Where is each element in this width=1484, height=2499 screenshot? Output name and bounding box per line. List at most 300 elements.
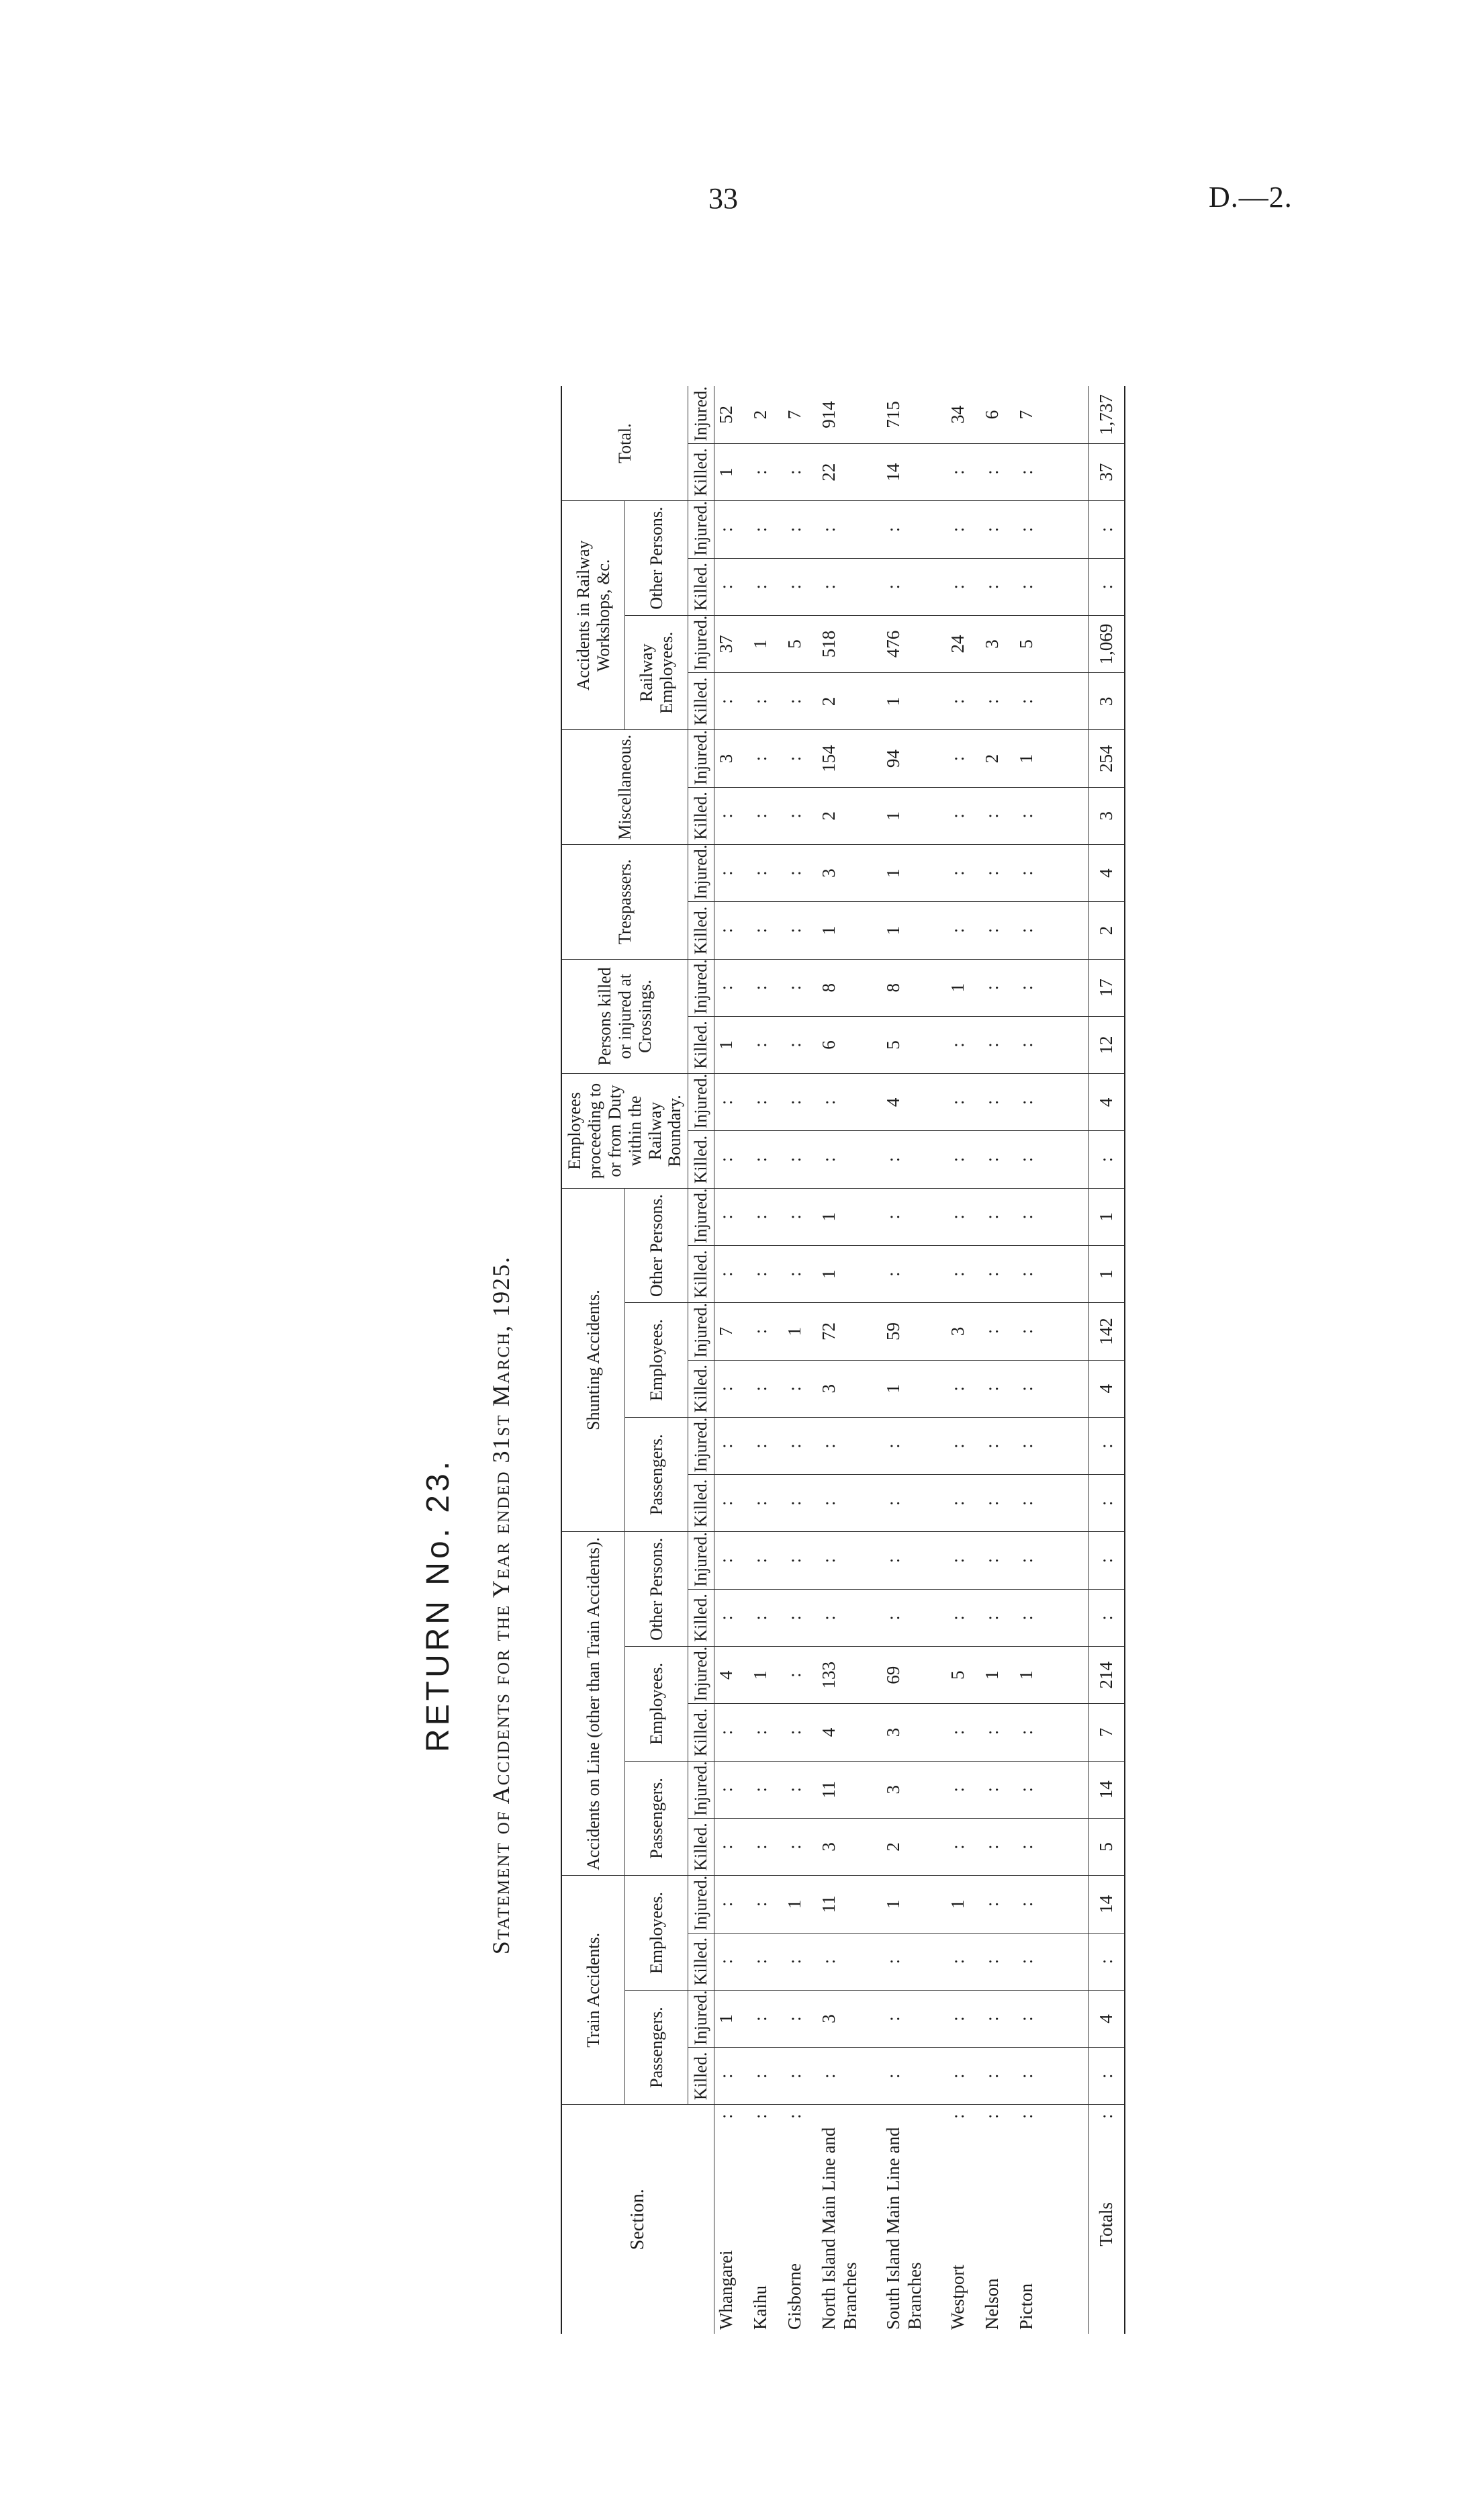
leader-dots: : <box>1015 2114 1036 2119</box>
injured-cell: 3 <box>980 615 1015 672</box>
killed-cell: : <box>980 558 1015 615</box>
injured-cell: : <box>749 1303 783 1360</box>
injured-cell: 1 <box>783 1303 817 1360</box>
injured-cell: 8 <box>882 959 946 1016</box>
killed-cell: : <box>980 1475 1015 1532</box>
spacer-cell <box>1049 1876 1089 1933</box>
killed-cell: 2 <box>1089 902 1125 959</box>
subgroup-header: Other Persons. <box>625 1532 688 1647</box>
subgroup-header: Other Persons. <box>625 1188 688 1303</box>
subgroup-header: Railway Employees. <box>625 615 688 730</box>
killed-cell: 3 <box>1089 787 1125 844</box>
leader-dots: : <box>982 2114 1003 2119</box>
injured-cell: : <box>980 1876 1015 1933</box>
injured-cell: 3 <box>817 1990 882 2047</box>
killed-cell: : <box>946 1589 980 1646</box>
spacer-cell <box>1049 1303 1089 1360</box>
table-row <box>882 386 946 2334</box>
killed-cell: : <box>1015 1933 1049 1990</box>
injured-cell: : <box>1015 1532 1049 1589</box>
spacer-cell <box>1049 1131 1089 1188</box>
killed-cell: : <box>817 2048 882 2105</box>
injured-cell: : <box>749 1188 783 1245</box>
killed-header: Killed. <box>688 1360 714 1417</box>
subgroup-header: Employees. <box>625 1303 688 1418</box>
spacer-cell <box>1049 1761 1089 1818</box>
killed-cell: : <box>1015 1016 1049 1073</box>
killed-cell: 1 <box>817 902 882 959</box>
injured-cell: : <box>783 1417 817 1474</box>
killed-cell: : <box>749 1818 783 1875</box>
table-row <box>946 386 980 2334</box>
injured-cell: : <box>783 1532 817 1589</box>
injured-cell: 72 <box>817 1303 882 1360</box>
group-header: Train Accidents. <box>561 1876 625 2105</box>
injured-cell: 4 <box>882 1074 946 1131</box>
injured-cell: 154 <box>817 730 882 787</box>
killed-cell: : <box>946 673 980 730</box>
injured-cell: : <box>882 501 946 558</box>
killed-cell: 3 <box>882 1704 946 1761</box>
killed-cell: : <box>783 1475 817 1532</box>
spacer-cell <box>1049 444 1089 501</box>
killed-cell: : <box>946 1131 980 1188</box>
injured-cell: 7 <box>783 386 817 444</box>
killed-cell: : <box>817 558 882 615</box>
spacer-cell <box>1049 1417 1089 1474</box>
header-row-subgroups <box>625 386 688 2334</box>
injured-cell: 4 <box>1089 1074 1125 1131</box>
injured-cell: : <box>946 1990 980 2047</box>
killed-cell: : <box>749 1704 783 1761</box>
killed-cell: 1 <box>882 902 946 959</box>
killed-cell: : <box>882 558 946 615</box>
killed-cell: : <box>749 902 783 959</box>
injured-cell: : <box>749 730 783 787</box>
injured-cell: : <box>1015 959 1049 1016</box>
killed-cell: : <box>980 902 1015 959</box>
injured-cell: 1 <box>980 1647 1015 1704</box>
section-name-cell <box>980 2105 1015 2334</box>
killed-cell: : <box>882 1475 946 1532</box>
injured-cell: : <box>714 1761 749 1818</box>
spacer-cell <box>1049 1074 1089 1131</box>
killed-cell: : <box>946 787 980 844</box>
injured-cell: : <box>980 845 1015 902</box>
killed-cell: : <box>749 558 783 615</box>
killed-cell: : <box>946 558 980 615</box>
killed-cell: 5 <box>882 1016 946 1073</box>
injured-cell: 5 <box>783 615 817 672</box>
spacer-cell <box>1049 1933 1089 1990</box>
injured-cell: : <box>817 501 882 558</box>
injured-cell: : <box>783 1188 817 1245</box>
killed-cell: : <box>1015 1589 1049 1646</box>
injured-cell: : <box>980 1990 1015 2047</box>
injured-cell: 37 <box>714 615 749 672</box>
section-name: Whangarei <box>716 2250 737 2330</box>
killed-cell: : <box>783 1589 817 1646</box>
injured-cell: : <box>980 1074 1015 1131</box>
section-name: Westport <box>947 2265 968 2330</box>
killed-cell: : <box>980 444 1015 501</box>
group-header: Employees proceeding to or from Duty within the Railway Boundary. <box>561 1074 688 1189</box>
killed-cell: : <box>980 1933 1015 1990</box>
accidents-table <box>561 386 1125 2334</box>
killed-header: Killed. <box>688 1704 714 1761</box>
leader-dots: : <box>1096 2114 1117 2119</box>
killed-cell: 37 <box>1089 444 1125 501</box>
section-header: Section. <box>561 2105 714 2334</box>
injured-cell: : <box>749 1990 783 2047</box>
injured-cell: 34 <box>946 386 980 444</box>
injured-header: Injured. <box>688 1074 714 1131</box>
injured-cell: : <box>946 1074 980 1131</box>
injured-cell: 1 <box>882 1876 946 1933</box>
injured-cell: 7 <box>1015 386 1049 444</box>
killed-cell: 1 <box>714 444 749 501</box>
killed-cell: : <box>714 1131 749 1188</box>
killed-cell: 3 <box>1089 673 1125 730</box>
spacer-cell <box>1049 787 1089 844</box>
injured-cell: : <box>749 501 783 558</box>
killed-cell: : <box>1015 787 1049 844</box>
spacer-cell <box>1049 1360 1089 1417</box>
killed-cell: 4 <box>1089 1360 1125 1417</box>
killed-cell: : <box>783 1360 817 1417</box>
spacer-cell <box>1049 501 1089 558</box>
killed-cell: : <box>714 2048 749 2105</box>
injured-cell: 59 <box>882 1303 946 1360</box>
table-body <box>714 386 1125 2334</box>
killed-cell: : <box>1015 1360 1049 1417</box>
killed-header: Killed. <box>688 1016 714 1073</box>
injured-cell: 1 <box>783 1876 817 1933</box>
killed-header: Killed. <box>688 2048 714 2105</box>
killed-cell: : <box>946 902 980 959</box>
leader-dots: : <box>750 2114 771 2119</box>
killed-cell: : <box>714 902 749 959</box>
killed-cell: 14 <box>882 444 946 501</box>
injured-cell: : <box>980 1188 1015 1245</box>
killed-cell: : <box>749 1131 783 1188</box>
killed-cell: : <box>783 673 817 730</box>
killed-cell: : <box>980 1131 1015 1188</box>
killed-cell: : <box>946 1704 980 1761</box>
injured-cell: : <box>882 1417 946 1474</box>
injured-cell: : <box>783 1074 817 1131</box>
section-name: Totals <box>1096 2202 1117 2246</box>
injured-cell: 11 <box>817 1876 882 1933</box>
killed-cell: 6 <box>817 1016 882 1073</box>
injured-header: Injured. <box>688 1761 714 1818</box>
injured-cell: 11 <box>817 1761 882 1818</box>
injured-cell: 4 <box>1089 1990 1125 2047</box>
killed-cell: : <box>980 787 1015 844</box>
injured-cell: : <box>1015 501 1049 558</box>
killed-cell: : <box>714 1246 749 1303</box>
section-name: Gisborne <box>784 2263 805 2330</box>
injured-header: Injured. <box>688 1990 714 2047</box>
spacer-cell <box>1049 615 1089 672</box>
table-row <box>817 386 882 2334</box>
killed-cell: : <box>714 1704 749 1761</box>
rotated-statement <box>420 306 1117 2334</box>
killed-cell: : <box>946 1933 980 1990</box>
injured-cell: : <box>714 1417 749 1474</box>
killed-cell: : <box>946 444 980 501</box>
spacer-cell <box>1049 1246 1089 1303</box>
killed-cell: : <box>714 558 749 615</box>
injured-cell: 17 <box>1089 959 1125 1016</box>
killed-cell: : <box>946 1246 980 1303</box>
injured-cell: 8 <box>817 959 882 1016</box>
killed-cell: : <box>749 1475 783 1532</box>
killed-cell: : <box>980 1704 1015 1761</box>
injured-cell: 4 <box>1089 845 1125 902</box>
killed-cell: : <box>946 1475 980 1532</box>
injured-cell: : <box>817 1417 882 1474</box>
killed-cell: : <box>714 1818 749 1875</box>
killed-cell: : <box>783 1704 817 1761</box>
injured-cell: 7 <box>714 1303 749 1360</box>
killed-cell: : <box>1015 444 1049 501</box>
killed-cell: : <box>714 787 749 844</box>
group-header: Accidents in Railway Workshops, &c. <box>561 501 625 730</box>
injured-cell: 715 <box>882 386 946 444</box>
injured-cell: : <box>946 501 980 558</box>
injured-header: Injured. <box>688 386 714 444</box>
killed-header: Killed. <box>688 558 714 615</box>
injured-cell: 3 <box>882 1761 946 1818</box>
injured-cell: 5 <box>946 1647 980 1704</box>
injured-cell: : <box>1015 845 1049 902</box>
killed-cell: : <box>817 1475 882 1532</box>
subgroup-header: Passengers. <box>625 1990 688 2105</box>
killed-cell: : <box>1089 1131 1125 1188</box>
killed-cell: 12 <box>1089 1016 1125 1073</box>
injured-cell: : <box>946 1761 980 1818</box>
injured-cell: : <box>946 845 980 902</box>
killed-cell: : <box>980 1246 1015 1303</box>
subgroup-header: Other Persons. <box>625 501 688 616</box>
section-name: South Island Main Line and Branches <box>883 2127 925 2330</box>
killed-cell: : <box>1015 1818 1049 1875</box>
injured-cell: 14 <box>1089 1876 1125 1933</box>
section-name: Kaihu <box>750 2285 771 2330</box>
spacer-row <box>1049 386 1089 2334</box>
killed-cell: : <box>783 1933 817 1990</box>
injured-cell: 1 <box>749 1647 783 1704</box>
injured-cell: 214 <box>1089 1647 1125 1704</box>
killed-cell: : <box>1015 2048 1049 2105</box>
injured-cell: 142 <box>1089 1303 1125 1360</box>
killed-cell: 7 <box>1089 1704 1125 1761</box>
table-row <box>980 386 1015 2334</box>
killed-cell: : <box>714 1933 749 1990</box>
injured-cell: 52 <box>714 386 749 444</box>
killed-cell: : <box>783 902 817 959</box>
killed-cell: : <box>1089 2048 1125 2105</box>
spacer-cell <box>1049 959 1089 1016</box>
injured-cell: 1 <box>817 1188 882 1245</box>
injured-cell: 518 <box>817 615 882 672</box>
injured-cell: : <box>1089 1417 1125 1474</box>
spacer-cell <box>1049 1589 1089 1646</box>
killed-cell: : <box>1015 558 1049 615</box>
injured-cell: : <box>783 1647 817 1704</box>
injured-cell: : <box>980 1761 1015 1818</box>
killed-cell: 2 <box>817 787 882 844</box>
subgroup-header: Passengers. <box>625 1417 688 1532</box>
injured-cell: 1,737 <box>1089 386 1125 444</box>
injured-cell: : <box>749 845 783 902</box>
injured-cell: 2 <box>980 730 1015 787</box>
injured-header: Injured. <box>688 1532 714 1589</box>
killed-cell: : <box>783 444 817 501</box>
killed-cell: : <box>749 673 783 730</box>
killed-cell: 1 <box>1089 1246 1125 1303</box>
killed-cell: : <box>714 673 749 730</box>
killed-cell: 3 <box>817 1818 882 1875</box>
subgroup-header: Employees. <box>625 1876 688 1991</box>
section-name-cell <box>817 2105 882 2334</box>
injured-cell: : <box>783 1990 817 2047</box>
injured-header: Injured. <box>688 845 714 902</box>
killed-cell: : <box>946 1818 980 1875</box>
injured-header: Injured. <box>688 615 714 672</box>
injured-cell: : <box>783 845 817 902</box>
injured-cell: : <box>946 1417 980 1474</box>
spacer-cell <box>1049 1532 1089 1589</box>
killed-header: Killed. <box>688 1246 714 1303</box>
injured-cell: 2 <box>749 386 783 444</box>
killed-cell: : <box>1015 1246 1049 1303</box>
spacer-cell <box>1049 845 1089 902</box>
injured-cell: : <box>1015 1074 1049 1131</box>
killed-cell: : <box>882 1246 946 1303</box>
injured-cell: : <box>882 1188 946 1245</box>
killed-header: Killed. <box>688 902 714 959</box>
killed-cell: : <box>980 1360 1015 1417</box>
injured-cell: 1 <box>1015 730 1049 787</box>
section-name-cell <box>783 2105 817 2334</box>
injured-cell: : <box>714 1074 749 1131</box>
injured-cell: : <box>1015 1303 1049 1360</box>
killed-cell: : <box>882 2048 946 2105</box>
killed-cell: 2 <box>817 673 882 730</box>
spacer-cell <box>1049 902 1089 959</box>
killed-cell: : <box>749 787 783 844</box>
killed-cell: 22 <box>817 444 882 501</box>
table-row <box>783 386 817 2334</box>
section-name-cell <box>882 2105 946 2334</box>
killed-cell: : <box>1089 1589 1125 1646</box>
injured-cell: 5 <box>1015 615 1049 672</box>
injured-cell: : <box>817 1532 882 1589</box>
injured-cell: : <box>817 1074 882 1131</box>
killed-cell: 1 <box>817 1246 882 1303</box>
injured-cell: : <box>980 501 1015 558</box>
killed-cell: : <box>1015 1131 1049 1188</box>
killed-cell: : <box>980 1589 1015 1646</box>
subgroup-header: Passengers. <box>625 1761 688 1876</box>
injured-cell: : <box>714 1532 749 1589</box>
injured-cell: 14 <box>1089 1761 1125 1818</box>
statement-subtitle: Statement of Accidents for the Year ended 31st March, 1925. <box>488 1255 514 1955</box>
killed-cell: : <box>1015 1704 1049 1761</box>
injured-cell: : <box>980 959 1015 1016</box>
killed-cell: : <box>749 1016 783 1073</box>
spacer-cell <box>1049 1475 1089 1532</box>
injured-cell: : <box>1015 1417 1049 1474</box>
section-name-cell <box>1015 2105 1049 2334</box>
killed-header: Killed. <box>688 444 714 501</box>
killed-header: Killed. <box>688 787 714 844</box>
header-row-groups <box>561 386 625 2334</box>
killed-cell: 1 <box>714 1016 749 1073</box>
killed-cell: : <box>783 2048 817 2105</box>
injured-cell: : <box>1089 501 1125 558</box>
killed-cell: : <box>980 2048 1015 2105</box>
leader-dots: : <box>716 2114 737 2119</box>
header-row-killed-injured <box>688 386 714 2334</box>
killed-cell: : <box>980 1818 1015 1875</box>
section-name-cell <box>1089 2105 1125 2334</box>
killed-cell: : <box>1089 558 1125 615</box>
spacer-cell <box>1049 1188 1089 1245</box>
killed-cell: 5 <box>1089 1818 1125 1875</box>
injured-cell: 1 <box>946 1876 980 1933</box>
group-header: Trespassers. <box>561 845 688 960</box>
killed-cell: : <box>1015 673 1049 730</box>
injured-header: Injured. <box>688 959 714 1016</box>
injured-cell: : <box>749 1532 783 1589</box>
document-reference: D.—2. <box>1209 181 1293 214</box>
spacer-cell <box>1049 2105 1089 2334</box>
injured-cell: : <box>946 1532 980 1589</box>
killed-cell: : <box>882 1589 946 1646</box>
spacer-cell <box>1049 558 1089 615</box>
injured-cell: : <box>946 730 980 787</box>
killed-cell: : <box>783 1131 817 1188</box>
killed-cell: : <box>946 2048 980 2105</box>
section-name: Nelson <box>982 2278 1003 2330</box>
section-name-cell <box>946 2105 980 2334</box>
killed-cell: 1 <box>882 673 946 730</box>
killed-cell: : <box>783 1016 817 1073</box>
injured-cell: : <box>882 1990 946 2047</box>
killed-cell: : <box>783 787 817 844</box>
killed-cell: : <box>1015 902 1049 959</box>
section-name: North Island Main Line and Branches <box>819 2127 860 2330</box>
killed-header: Killed. <box>688 1933 714 1990</box>
injured-cell: : <box>749 959 783 1016</box>
spacer-cell <box>1049 2048 1089 2105</box>
killed-cell: : <box>749 1933 783 1990</box>
killed-cell: : <box>817 1131 882 1188</box>
group-header: Accidents on Line (other than Train Accidents). <box>561 1532 625 1876</box>
killed-cell: : <box>946 1360 980 1417</box>
injured-cell: : <box>980 1303 1015 1360</box>
killed-cell: 4 <box>817 1704 882 1761</box>
injured-cell: : <box>882 1532 946 1589</box>
totals-row <box>1089 386 1125 2334</box>
injured-header: Injured. <box>688 1417 714 1474</box>
killed-cell: : <box>749 1589 783 1646</box>
killed-cell: : <box>882 1933 946 1990</box>
killed-cell: 2 <box>882 1818 946 1875</box>
